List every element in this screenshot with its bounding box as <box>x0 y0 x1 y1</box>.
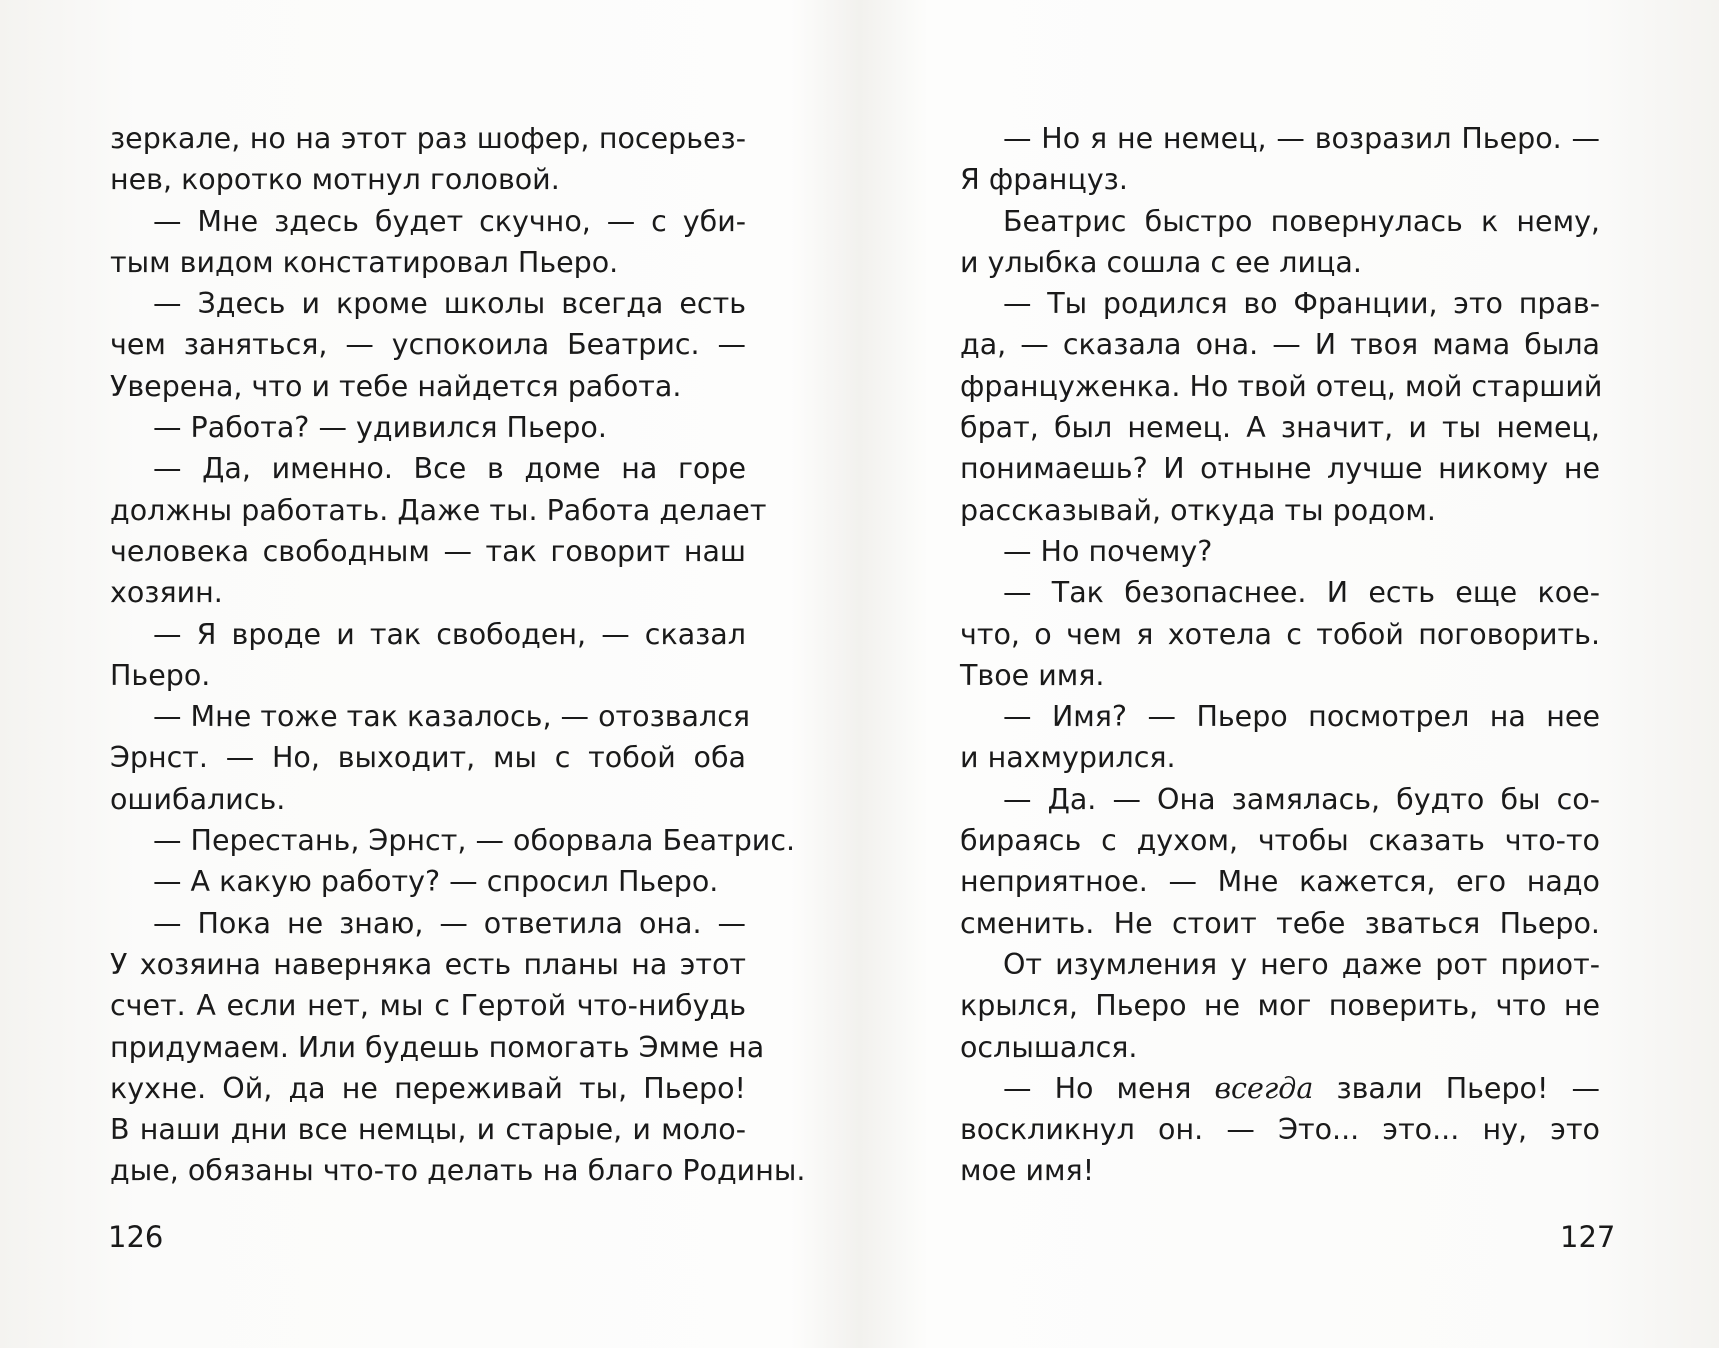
text-line: нев, коротко мотнул головой. <box>110 163 560 197</box>
text-line: и нахмурился. <box>960 741 1176 775</box>
text-line: Уверена, что и тебе найдется работа. <box>110 369 682 403</box>
text-segment: — Но меня <box>1003 1071 1215 1105</box>
text-line: мое имя! <box>960 1154 1095 1188</box>
text-line: Пьеро. <box>110 658 211 692</box>
text-line: хозяин. <box>110 576 223 610</box>
text-line: — Так безопаснее. И есть еще кое- <box>1003 576 1600 610</box>
text-line: Твое имя. <box>960 658 1105 692</box>
text-line: — Да. — Она замялась, будто бы со- <box>1003 782 1600 816</box>
text-line: — Имя? — Пьеро посмотрел на нее <box>1003 700 1600 734</box>
text-line: — Я вроде и так свободен, — сказал <box>153 617 746 651</box>
text-line: В наши дни все немцы, и старые, и моло- <box>110 1113 746 1147</box>
text-line: — Перестань, Эрнст, — оборвала Беатрис. <box>153 824 796 858</box>
text-line: — Мне тоже так казалось, — отозвался <box>153 700 751 734</box>
text-line <box>960 1068 1600 1109</box>
text-line: брат, был немец. А значит, и ты немец, <box>960 411 1600 445</box>
text-line: — Ты родился во Франции, это прав- <box>1003 287 1600 321</box>
text-line: — Но я не немец, — возразил Пьеро. — <box>1003 122 1600 155</box>
text-line: ошибались. <box>110 782 286 816</box>
text-line: Я француз. <box>960 163 1128 197</box>
text-line: — Да, именно. Все в доме на горе <box>153 452 746 486</box>
page-number-left: 126 <box>108 1220 164 1254</box>
text-line: бираясь с духом, чтобы сказать что-то <box>960 824 1600 858</box>
text-line: счет. А если нет, мы с Гертой что-нибудь <box>110 989 746 1023</box>
text-line: От изумления у него даже рот приот- <box>1003 947 1600 981</box>
text-line: сменить. Не стоит тебе зваться Пьеро. <box>960 906 1600 940</box>
text-segment: звали Пьеро! — <box>1313 1071 1600 1105</box>
text-line: — Мне здесь будет скучно, — с уби- <box>153 204 746 238</box>
left-page-text <box>110 118 806 1192</box>
text-line: француженка. Но твой отец, мой старший <box>960 369 1603 403</box>
italic-emphasis: всегда <box>1214 1071 1314 1105</box>
right-page-text <box>960 118 1603 1192</box>
text-line: Эрнст. — Но, выходит, мы с тобой оба <box>110 741 746 775</box>
text-line: — Здесь и кроме школы всегда есть <box>153 287 746 321</box>
text-line: тым видом констатировал Пьеро. <box>110 245 619 279</box>
text-line: — Пока не знаю, — ответила она. — <box>153 906 746 940</box>
text-line: — Работа? — удивился Пьеро. <box>153 411 607 445</box>
text-line: дые, обязаны что-то делать на благо Родины. <box>110 1154 806 1188</box>
text-line: зеркале, но на этот раз шофер, посерьез- <box>110 122 746 155</box>
text-line: неприятное. — Мне кажется, его надо <box>960 865 1600 899</box>
text-line: понимаешь? И отныне лучше никому не <box>960 452 1600 486</box>
text-line: — Но почему? <box>1003 534 1213 568</box>
text-line: кухне. Ой, да не переживай ты, Пьеро! <box>110 1071 746 1105</box>
text-line: рассказывай, откуда ты родом. <box>960 493 1436 527</box>
text-line: крылся, Пьеро не мог поверить, что не <box>960 989 1600 1023</box>
text-line: ослышался. <box>960 1030 1138 1064</box>
page-number-right: 127 <box>1560 1220 1616 1254</box>
text-line: должны работать. Даже ты. Работа делает <box>110 493 767 527</box>
text-line: У хозяина наверняка есть планы на этот <box>110 947 746 981</box>
text-line: человека свободным — так говорит наш <box>110 534 746 568</box>
text-line: воскликнул он. — Это... это... ну, это <box>960 1113 1600 1147</box>
text-line: Беатрис быстро повернулась к нему, <box>1003 204 1600 238</box>
text-line: и улыбка сошла с ее лица. <box>960 245 1362 279</box>
text-line: придумаем. Или будешь помогать Эмме на <box>110 1030 765 1064</box>
text-line: да, — сказала она. — И твоя мама была <box>960 328 1600 362</box>
text-line: — А какую работу? — спросил Пьеро. <box>153 865 719 899</box>
text-line: чем заняться, — успокоила Беатрис. — <box>110 328 746 362</box>
text-line: что, о чем я хотела с тобой поговорить. <box>960 617 1600 651</box>
